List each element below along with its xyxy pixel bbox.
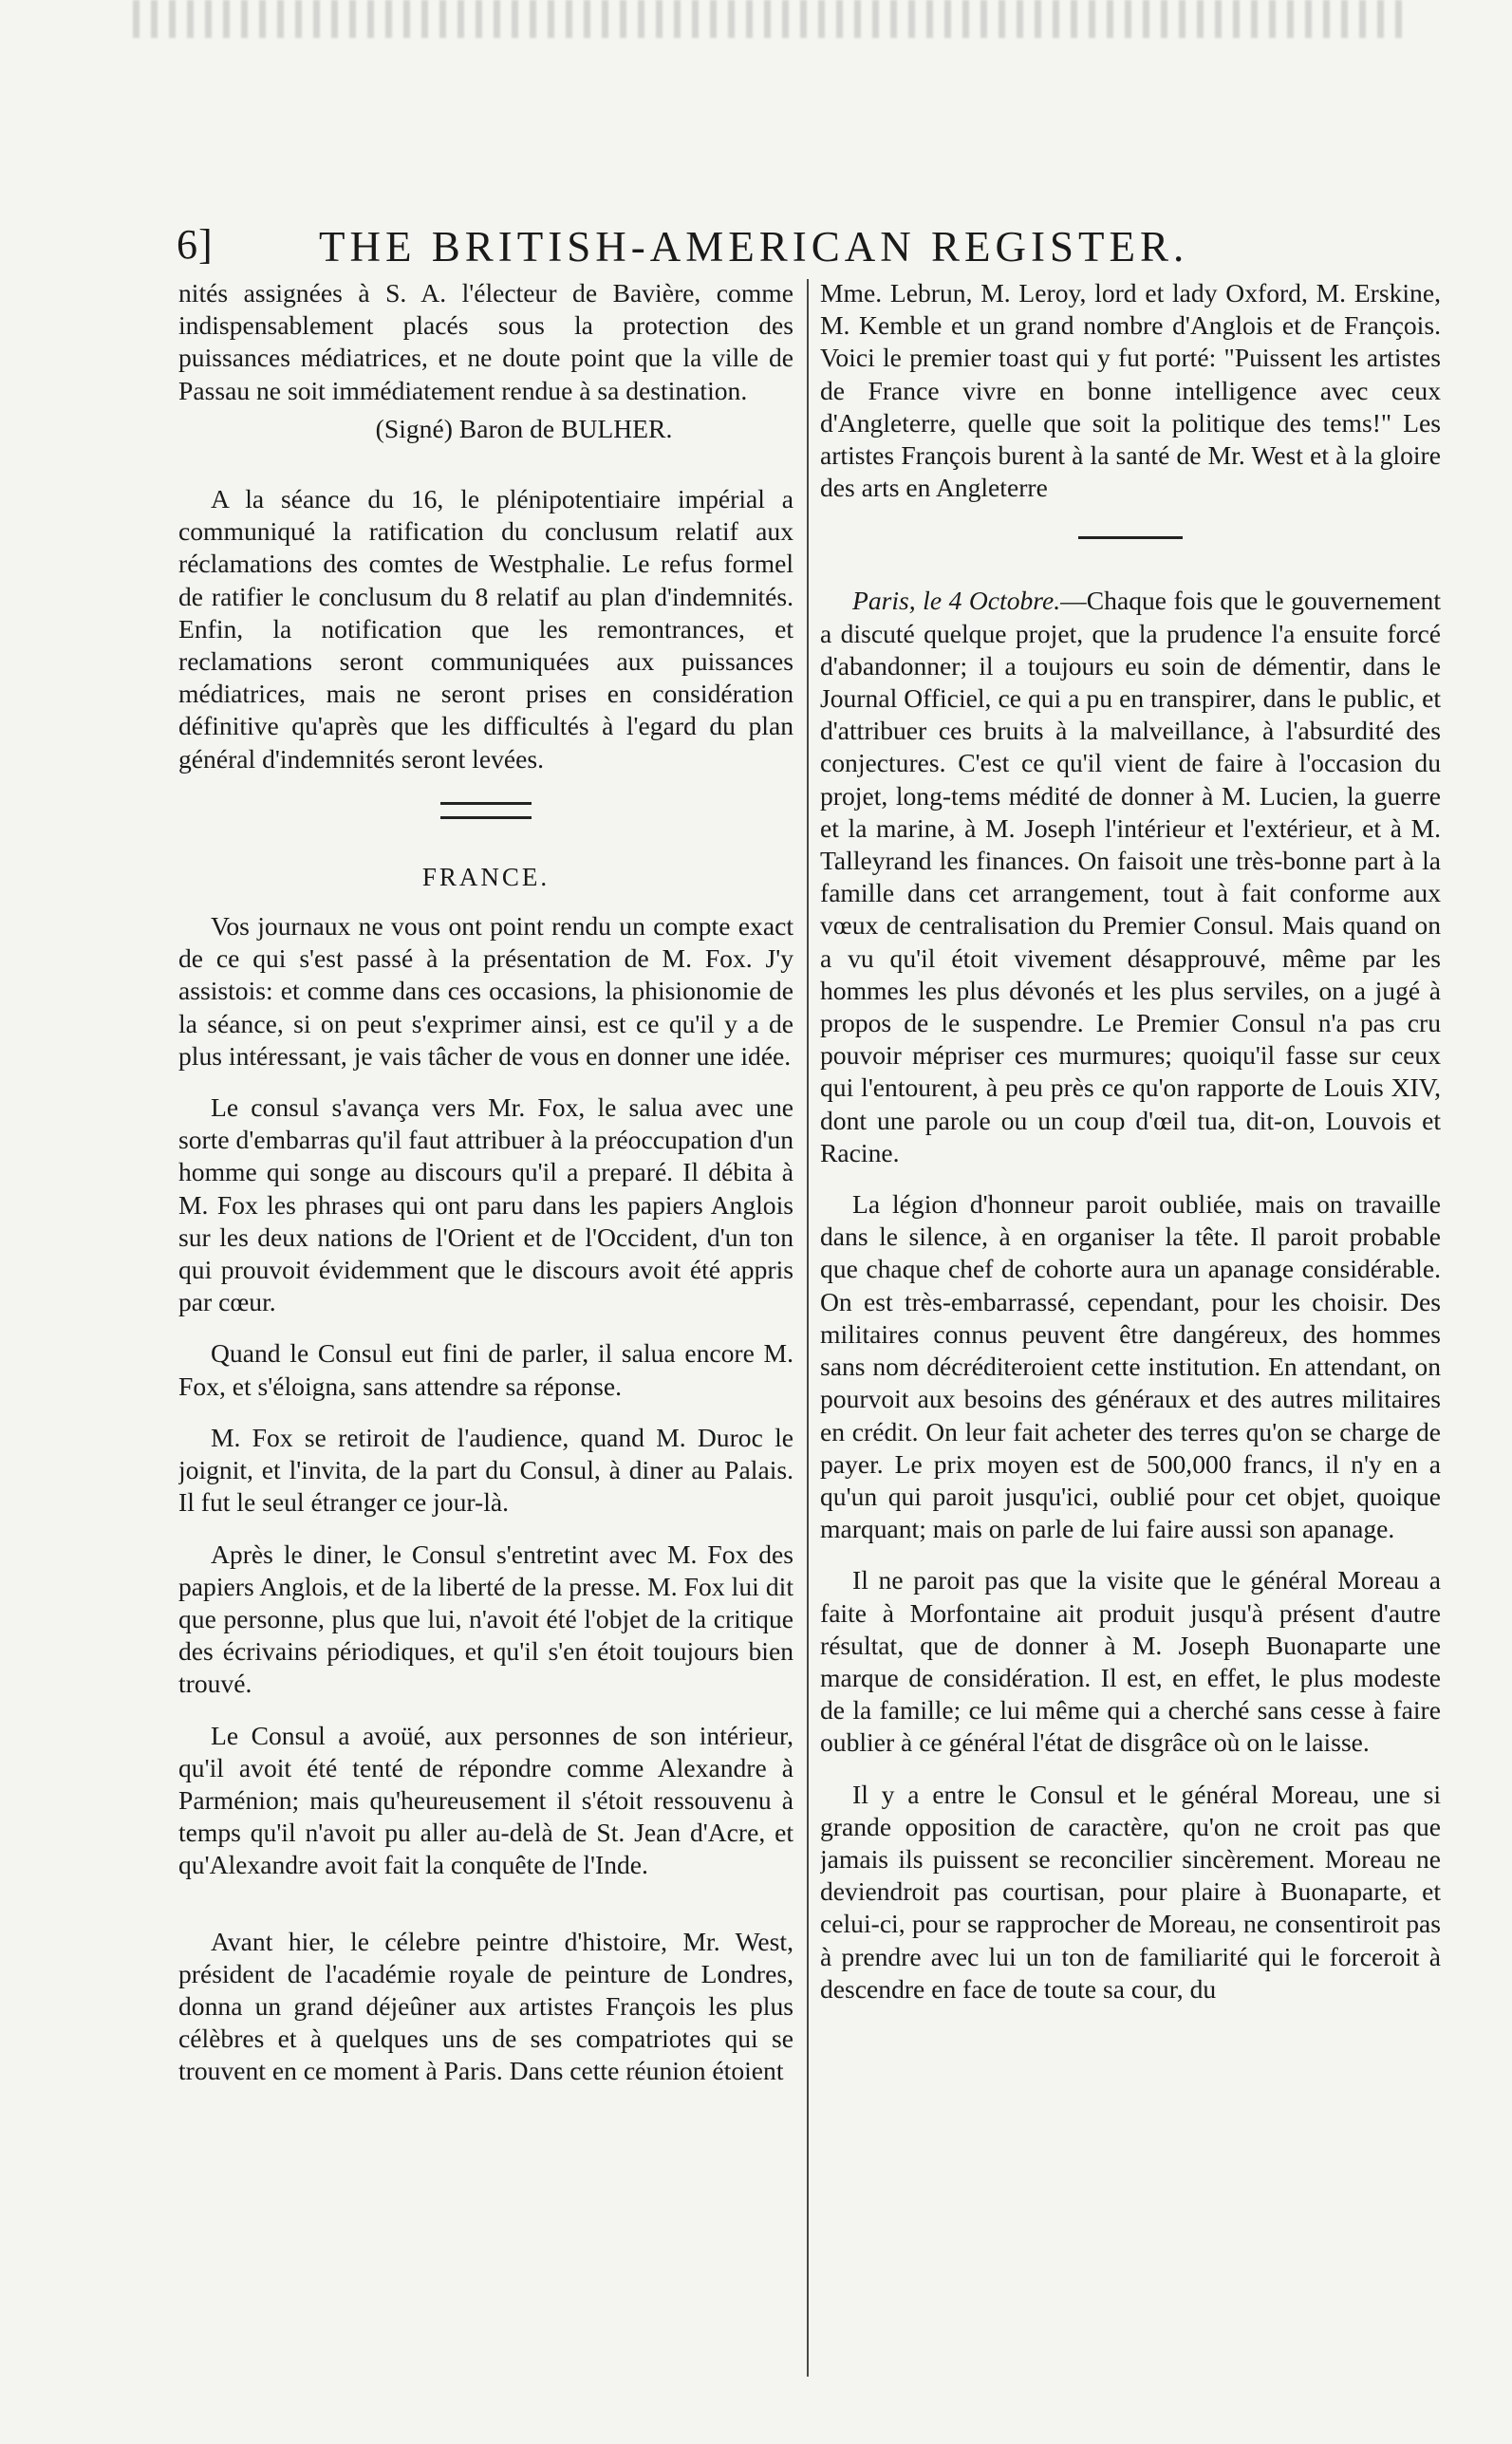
page-header [177, 216, 1281, 275]
paragraph-moreau-opposition: Il y a entre le Consul et le général Moreau, une si grande opposition de caractère, qu'on ne croit pas que jamais ils puissent se reconcilier sincèrement. Moreau ne deviendroit pas courtisan, pour plaire à Buonaparte, et celui-ci, pour se rapprocher de Moreau, ne consentiroit pas à prendre avec lui un ton de familiarité qui le forceroit à descendre en face de toute sa cour, du [820, 1779, 1441, 2004]
column-divider [807, 279, 809, 2377]
section-rule [1078, 536, 1183, 539]
dateline: Paris, le 4 Octobre. [852, 586, 1061, 616]
paragraph-seance: A la séance du 16, le plénipotentiaire impérial a communiqué la ratification du conclusum relatif aux réclamations des comtes de Westphalie. Le refus formel de ratifier le conclusum du 8 relatif au plan d'indemnités. Enfin, la notification que les remontrances, et reclamations seront communiquées aux puissances médiatrices, mais ne seront prises en considération définitive qu'après que les difficultés à l'egard du plan général d'indemnités seront levées. [178, 484, 793, 774]
paragraph-consul-salua: Quand le Consul eut fini de parler, il salua encore M. Fox, et s'éloigna, sans attendre sa réponse. [178, 1338, 793, 1401]
bleed-through-text [133, 0, 1405, 38]
left-column [178, 277, 793, 2394]
paragraph-alexandre: Le Consul a avoüé, aux personnes de son intérieur, qu'il avoit été tenté de répondre comme Alexandre à Parménion; mais qu'heureusement il s'étoit ressouvenu à temps qu'il n'avoit pu aller au-delà de St. Jean d'Acre, et qu'Alexandre avoit fait la conquête de l'Inde. [178, 1720, 793, 1880]
paragraph-paris-octobre [820, 585, 1441, 1169]
paragraph-bavaria: nités assignées à S. A. l'électeur de Bavière, comme indispensablement placés sous la protection des puissances médiatrices, et ne doute point que la ville de Passau ne soit immédiatement rendue à sa destination. [178, 278, 793, 405]
journal-title: THE BRITISH-AMERICAN REGISTER. [319, 223, 1189, 271]
signature: (Signé) Baron de BULHER. [375, 413, 673, 443]
paragraph-duroc: M. Fox se retiroit de l'audience, quand M. Duroc le joignit, et l'invita, de la part du Consul, à diner au Palais. Il fut le seul étranger ce jour-là. [178, 1422, 793, 1518]
paragraph-fox-presentation: Vos journaux ne vous ont point rendu un compte exact de ce qui s'est passé à la présentation de M. Fox. J'y assistois: et comme dans ces occasions, la phisionomie de la séance, si on peut s'exprimer ainsi, est ce qu'il y a de plus intéressant, je vais tâcher de vous en donner une idée. [178, 911, 793, 1071]
right-column [820, 277, 1441, 2394]
paragraph-diner: Après le diner, le Consul s'entretint avec M. Fox des papiers Anglois, et de la liberté de la presse. M. Fox lui dit que personne, plus que lui, n'avoit été l'objet de la critique des écrivains périodiques, et qu'il s'en étoit toujours bien trouvé. [178, 1539, 793, 1699]
paragraph-moreau-visite: Il ne paroit pas que la visite que le général Moreau a faite à Morfontaine ait produit jusqu'à présent d'autre résultat, que de donner à M. Joseph Buonaparte une marque de considération. Il est, en effet, le plus modeste de la famille; ce lui même qui a cherché sans cesse à faire oublier à ce général l'état de disgrâce où on le laisse. [820, 1565, 1441, 1758]
paragraph-consul-fox: Le consul s'avança vers Mr. Fox, le salua avec une sorte d'embarras qu'il faut attribuer à la préoccupation d'un homme qui songe au discours qu'il a preparé. Il débita à M. Fox les phrases qui ont paru dans les papiers Anglois sur les deux nations de l'Orient et de l'Occident, d'un ton qui prouvoit évidemment que le discours avoit été appris par cœur. [178, 1092, 793, 1317]
paragraph-legion-honneur: La légion d'honneur paroit oubliée, mais on travaille dans le silence, à en organiser la tête. Il paroit probable que chaque chef de cohorte aura un apanage considérable. On est très-embarrassé, cependant, pour les choisir. Des militaires connus peuvent être dangéreux, des hommes sans nom décréditeroient cette institution. En attendant, on pourvoit aux besoins des généraux et des autres militaires en crédit. On leur fait acheter des terres qu'on se charge de payer. Le prix moyen est de 500,000 francs, il n'y en a qu'un qui paroit jusqu'ici, oublié pour cet objet, quoique marquant; mais on parle de lui faire aussi son apanage. [820, 1189, 1441, 1544]
section-title-france: FRANCE. [421, 862, 551, 891]
paragraph-west: Avant hier, le célebre peintre d'histoire, Mr. West, président de l'académie royale de peinture de Londres, donna un grand déjeûner aux artistes François les plus célèbres et à quelques uns de ses compatriotes qui se trouvent en ce moment à Paris. Dans cette réunion étoient [178, 1926, 793, 2086]
page-number: 6] [177, 221, 214, 268]
paragraph-lebrun: Mme. Lebrun, M. Leroy, lord et lady Oxford, M. Erskine, M. Kemble et un grand nombre d'Anglois et de François. Voici le premier toast qui y fut porté: "Puissent les artistes de France vivre en bonne intelligence avec ceux d'Angleterre, quelle que soit la politique des tems!" Les artistes François burent à la santé de Mr. West et à la gloire des arts en Angleterre [820, 278, 1441, 503]
section-ornament [440, 802, 532, 819]
paragraph-gouvernement: —Chaque fois que le gouvernement a discuté quelque projet, que la prudence l'a ensuite forcé d'abandonner; il a toujours eu soin de démentir, dans le Journal Officiel, ce qui a pu en transpirer, dans le public, et d'attribuer ces bruits à la malveillance, à l'absurdité des conjectures. C'est ce qu'il vient de faire à l'occasion du projet, long-tems médité de donner à M. Lucien, la guerre et la marine, à M. Joseph l'intérieur et l'extérieur, et à M. Talleyrand les finances. On faisoit une très-bonne part à la famille dans cet arrangement, tout à fait conforme aux vœux de centralisation du Premier Consul. Mais quand on a vu qu'il étoit vivement désapprouvé, même par les hommes les plus dévonés et les plus serviles, on a jugé à propos de le suspendre. Le Premier Consul n'a pas cru pouvoir mépriser ces murmures; quoiqu'il fasse sur ceux qui l'entourent, à peu près ce qu'on rapporte de Louis XIV, dont une parole ou un coup d'œil tua, dit-on, Louvois et Racine. [820, 586, 1441, 1167]
